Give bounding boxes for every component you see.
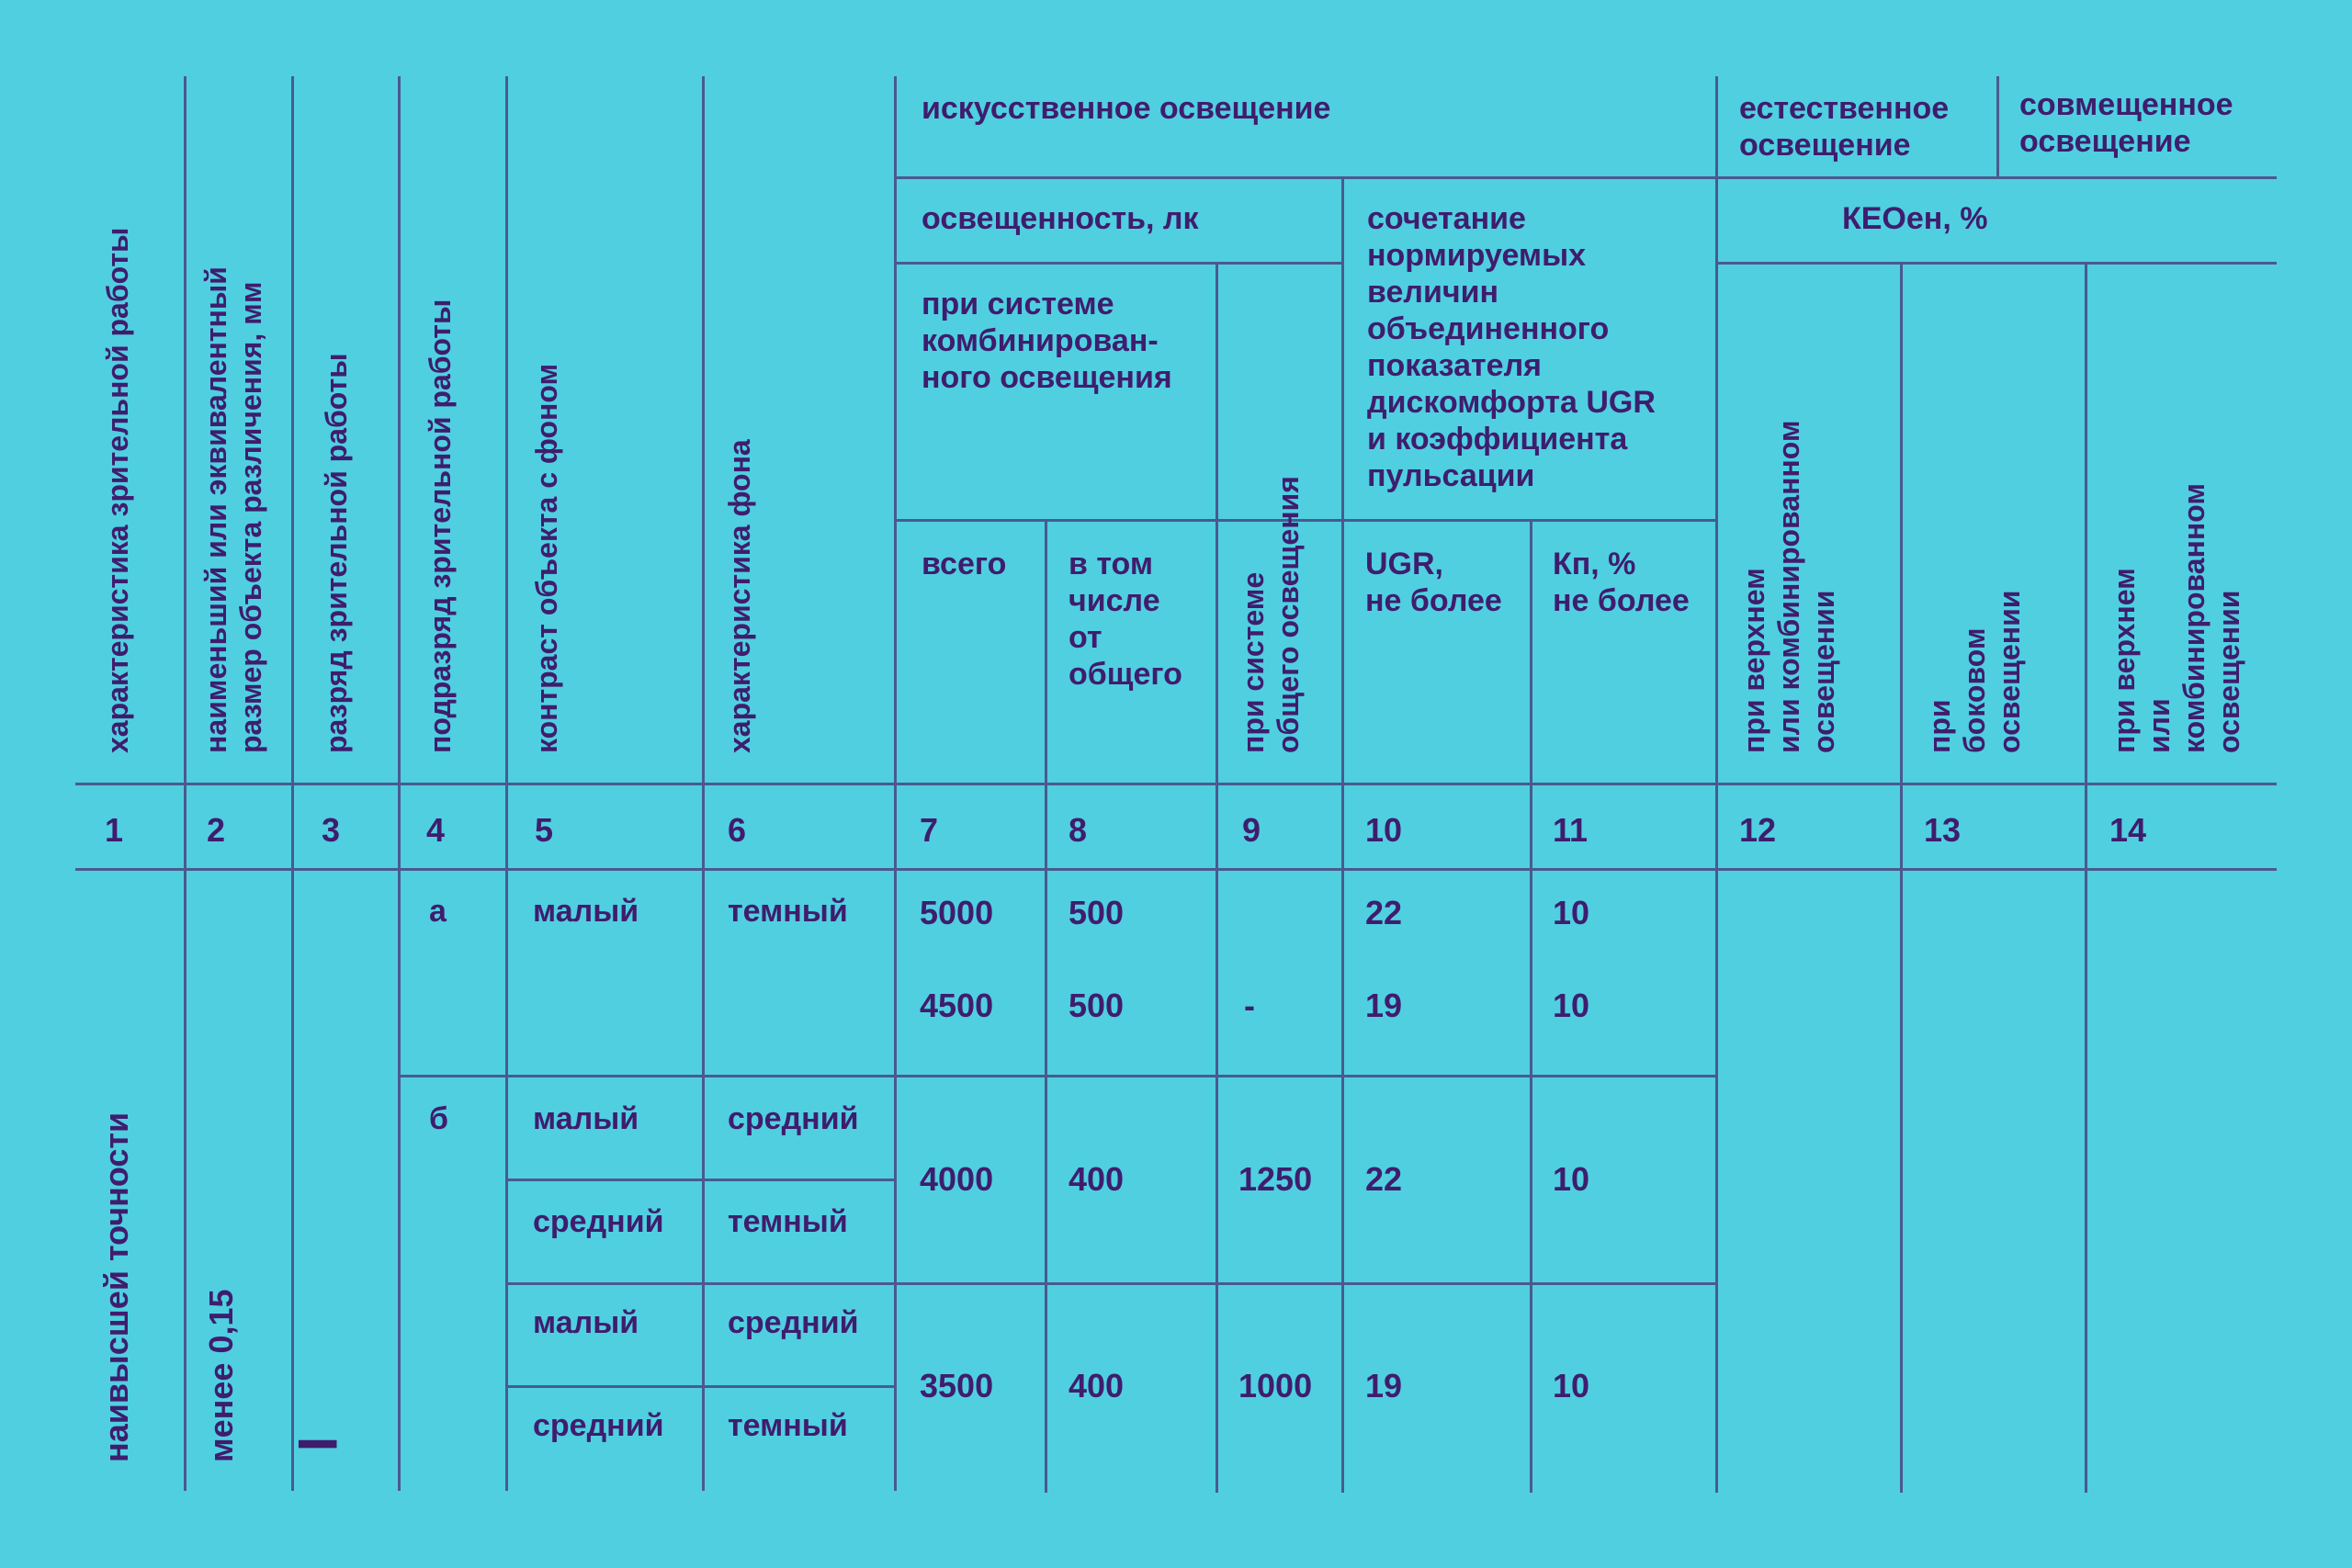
- cell-background: темный: [728, 1204, 848, 1239]
- header-ugr: UGR, не более: [1365, 547, 1502, 618]
- cell-ugr: 22: [1365, 1160, 1403, 1198]
- header-illuminance: освещенность, лк: [922, 201, 1199, 236]
- cell-general: 1000: [1238, 1367, 1313, 1404]
- column-number: 13: [1924, 811, 1962, 849]
- cell-contrast: малый: [533, 1101, 639, 1136]
- header-grade: разряд зрительной работы: [320, 353, 353, 753]
- column-number: 8: [1069, 811, 1088, 849]
- grid-line: [894, 262, 1341, 265]
- grid-line: [398, 1075, 1715, 1077]
- cell-general: -: [1244, 987, 1255, 1024]
- cell-incl-general: 400: [1069, 1367, 1125, 1404]
- cell-contrast: средний: [533, 1408, 664, 1443]
- column-number: 14: [2109, 811, 2147, 849]
- column-number: 9: [1242, 811, 1261, 849]
- cell-subgrade: а: [429, 894, 447, 929]
- grid-line: [1530, 519, 1532, 1493]
- cell-total: 3500: [920, 1367, 994, 1404]
- column-number: 6: [728, 811, 747, 849]
- header-ugr-group: сочетание нормируемых величин объединенного показателя дискомфорта UGR и коэффициента пульсации: [1367, 201, 1656, 493]
- header-artificial-lighting: искусственное освещение: [922, 91, 1331, 126]
- header-general-system: при системе общего освещения: [1237, 476, 1305, 753]
- column-number: 12: [1739, 811, 1777, 849]
- grid-line: [75, 868, 2277, 871]
- cell-kp: 10: [1553, 1160, 1590, 1198]
- header-subgrade: подразряд зрительной работы: [424, 299, 457, 753]
- header-including-general: в том числе от общего: [1069, 547, 1182, 692]
- grid-line: [505, 1282, 1715, 1285]
- header-characteristic: характеристика зрительной работы: [101, 227, 134, 753]
- header-background: характеристика фона: [723, 439, 756, 753]
- cell-ugr: 22: [1365, 894, 1403, 931]
- grid-line: [894, 176, 2277, 179]
- column-number: 4: [426, 811, 446, 849]
- work-characteristic: наивысшей точности: [97, 1111, 135, 1462]
- work-grade: I: [287, 1436, 349, 1452]
- header-keo-side: при боковом освещении: [1923, 590, 2026, 753]
- grid-line: [2085, 262, 2087, 1493]
- grid-line: [1715, 262, 2277, 265]
- cell-contrast: малый: [533, 1305, 639, 1340]
- grid-line: [1045, 519, 1047, 1493]
- cell-total: 4500: [920, 987, 994, 1024]
- object-size: менее 0,15: [202, 1289, 240, 1462]
- column-number: 5: [535, 811, 554, 849]
- cell-background: средний: [728, 1101, 859, 1136]
- cell-incl-general: 500: [1069, 987, 1125, 1024]
- cell-background: темный: [728, 894, 848, 929]
- header-keo: КЕОен, %: [1842, 201, 1988, 236]
- header-pulsation: Кп, % не более: [1553, 547, 1690, 618]
- header-object-size: наименьший или эквивалентный размер объекта различения, мм: [199, 266, 267, 753]
- cell-incl-general: 400: [1069, 1160, 1125, 1198]
- header-keo-combined: при верхнем или комбинированном освещении: [2108, 483, 2245, 753]
- cell-ugr: 19: [1365, 987, 1403, 1024]
- cell-kp: 10: [1553, 987, 1590, 1024]
- cell-total: 5000: [920, 894, 994, 931]
- header-combined-lighting: совмещенное освещение: [2019, 87, 2233, 159]
- grid-line: [505, 1179, 894, 1181]
- header-natural-lighting: естественное освещение: [1739, 91, 1950, 163]
- header-combined-system: при системе комбинирован- ного освещения: [922, 287, 1172, 395]
- column-number: 2: [207, 811, 226, 849]
- column-number: 10: [1365, 811, 1403, 849]
- column-number: 7: [920, 811, 939, 849]
- column-number: 3: [322, 811, 341, 849]
- header-contrast: контраст объекта с фоном: [530, 363, 563, 753]
- grid-line: [1996, 76, 1999, 176]
- grid-line: [505, 1385, 894, 1388]
- header-total: всего: [922, 547, 1007, 581]
- cell-contrast: малый: [533, 894, 639, 929]
- cell-subgrade: б: [429, 1101, 449, 1136]
- cell-background: средний: [728, 1305, 859, 1340]
- cell-kp: 10: [1553, 894, 1590, 931]
- cell-ugr: 19: [1365, 1367, 1403, 1404]
- column-number: 11: [1553, 811, 1589, 849]
- column-number: 1: [105, 811, 124, 849]
- cell-total: 4000: [920, 1160, 994, 1198]
- cell-incl-general: 500: [1069, 894, 1125, 931]
- cell-kp: 10: [1553, 1367, 1590, 1404]
- grid-line: [1900, 262, 1903, 1493]
- grid-line: [75, 783, 2277, 785]
- cell-background: темный: [728, 1408, 848, 1443]
- cell-contrast: средний: [533, 1204, 664, 1239]
- cell-general: 1250: [1238, 1160, 1313, 1198]
- grid-line: [1216, 262, 1218, 1493]
- grid-line: [1341, 176, 1344, 1493]
- header-keo-top: при верхнем или комбинированном освещении: [1737, 420, 1840, 753]
